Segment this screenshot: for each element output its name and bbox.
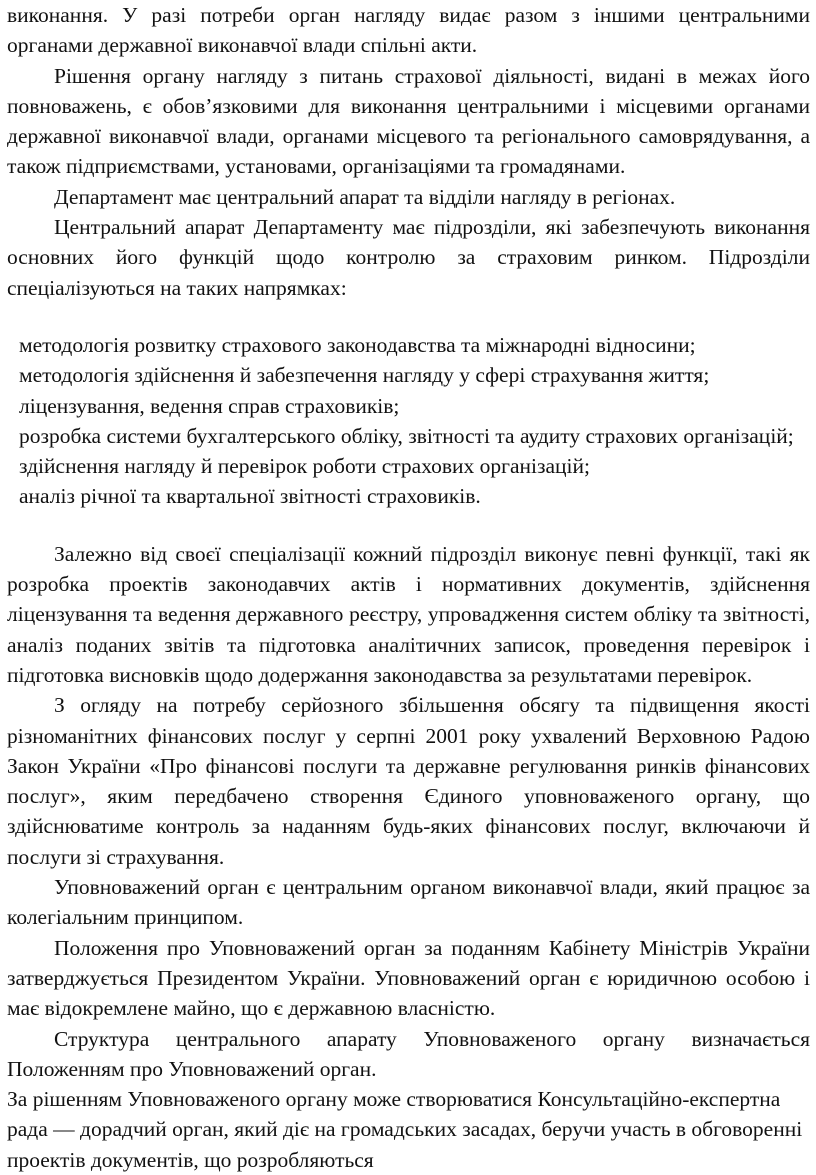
paragraph: Центральний апарат Департаменту має підрозділи, які забезпечують виконання основних його функцій щодо контролю за страховим ринком. Підрозділи спеціалізуються на таких напрямках: [7, 215, 810, 300]
paragraph: Положення про Уповноважений орган за поданням Кабінету Міністрів України затверджується Президентом України. Уповноважений орган є юридичною особою і має відокремлене майно, що є державною власністю. [7, 935, 810, 1021]
list-item: методологія здійснення й забезпечення нагляду у сфері страхування життя; [19, 363, 710, 388]
directions-list [7, 330, 810, 512]
list-item: методологія розвитку страхового законодавства та міжнародні відносини; [19, 332, 696, 357]
list-item: ліцензування, ведення справ страховиків; [19, 393, 400, 418]
paragraph: Уповноважений орган є центральним органом виконавчої влади, який працює за колегіальним принципом. [7, 875, 810, 930]
paragraph: За рішенням Уповноваженого органу може створюватися Консультаційно-експертна рада — дорадчий орган, який діє на громадських засадах, беручи участь в обговоренні проектів документів, що розробляються [7, 1087, 803, 1172]
list-item: аналіз річної та квартальної звітності страховиків. [19, 484, 481, 509]
paragraph: Рішення органу нагляду з питань страхової діяльності, видані в межах його повноважень, є обов’язковими для виконання центральними і місцевими органами державної виконавчої влади, органами місцевого та регіонального самоврядування, а також підприємствами, установами, організаціями та громадянами. [7, 63, 810, 179]
paragraph: З огляду на потребу серйозного збільшення обсягу та підвищення якості різноманітних фінансових послуг у серпні 2001 року ухвалений Верховною Радою Закон України «Про фінансові послуги та державне регулювання ринків фінансових послуг», яким передбачено створення Єдиного уповноваженого органу, що здійснюватиме контроль за наданням будь-яких фінансових послуг, включаючи й послуги зі страхування. [7, 693, 810, 869]
paragraph: Залежно від своєї спеціалізації кожний підрозділ виконує певні функції, такі як розробка проектів законодавчих актів і нормативних документів, здійснення ліцензування та ведення державного реєстру, упровадження систем обліку та звітності, аналіз поданих звітів та підготовка аналітичних записок, проведення перевірок і підготовка висновків щодо додержання законодавства за результатами перевірок. [7, 541, 810, 687]
list-item: здійснення нагляду й перевірок роботи страхових організацій; [19, 454, 590, 479]
paragraph: виконання. У разі потреби орган нагляду видає разом з іншими центральними органами державної виконавчої влади спільні акти. [7, 3, 810, 58]
list-item: розробка системи бухгалтерського обліку, звітності та аудиту страхових організацій; [19, 423, 794, 448]
paragraph: Департамент має центральний апарат та відділи нагляду в регіонах. [54, 184, 676, 209]
paragraph: Структура центрального апарату Уповноваженого органу визначається Положенням про Уповноважений орган. [7, 1026, 810, 1081]
